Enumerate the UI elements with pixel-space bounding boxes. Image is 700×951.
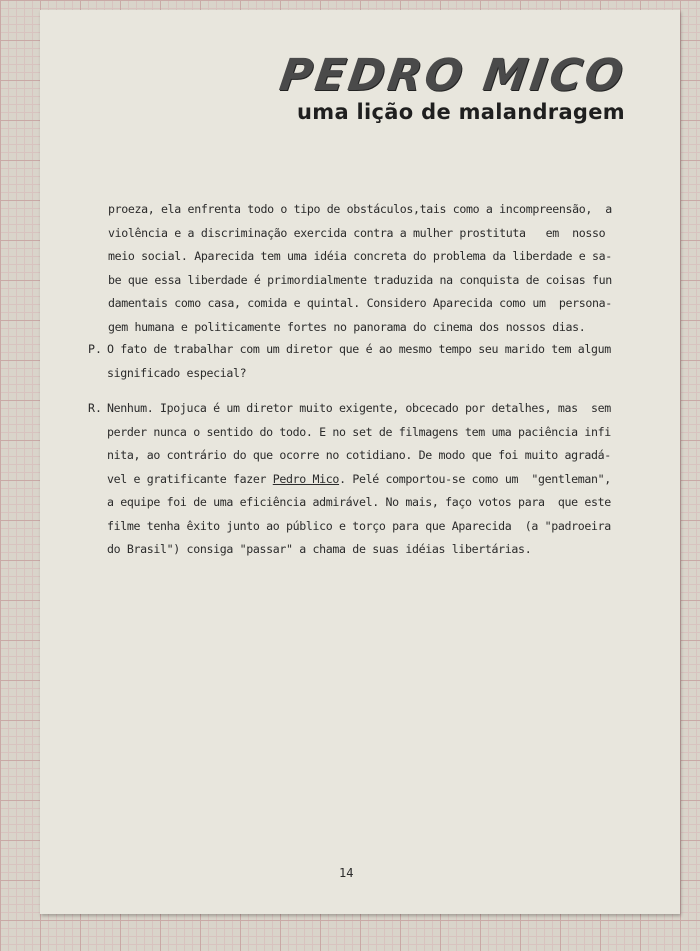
answer-line: Nenhum. Ipojuca é um diretor muito exigente, obcecado por detalhes, mas sem (107, 401, 611, 415)
intro-line: gem humana e politicamente fortes no panorama do cinema dos nossos dias. (108, 319, 586, 334)
answer-line: a equipe foi de uma eficiência admirável. No mais, faço votos para que este (107, 495, 611, 509)
film-title-underlined: Pedro Mico (272, 471, 340, 486)
intro-line: violência e a discriminação exercida contra a mulher prostituta em nosso (108, 225, 606, 240)
intro-line: proeza, ela enfrenta todo o tipo de obstáculos,tais como a incompreensão, a (108, 202, 612, 216)
intro-line: meio social. Aparecida tem uma idéia concreta do problema da liberdade e sa- (108, 249, 612, 263)
intro-line: be que essa liberdade é primordialmente traduzida na conquista de coisas fun (108, 272, 612, 287)
intro-paragraph (108, 198, 612, 339)
question-paragraph (107, 338, 611, 385)
answer-line: nita, ao contrário do que ocorre no cotidiano. De modo que foi muito agradá- (107, 448, 611, 462)
page-number: 14 (339, 866, 354, 880)
answer-line: do Brasil") consiga "passar" a chama de suas idéias libertárias. (107, 542, 532, 556)
answer-line: filme tenha êxito junto ao público e torço para que Aparecida (a "padroeira (107, 518, 611, 533)
intro-line: damentais como casa, comida e quintal. Considero Aparecida como um persona- (108, 296, 612, 310)
header-title: PEDRO MICO (276, 50, 629, 101)
header-subtitle: uma lição de malandragem (297, 100, 625, 124)
answer-line: . Pelé comportou-se como um "gentleman", (339, 471, 611, 486)
question-line: O fato de trabalhar com um diretor que é ao mesmo tempo seu marido tem algum (107, 342, 611, 356)
header-logo (276, 50, 629, 124)
answer-marker: R. (88, 401, 102, 415)
answer-paragraph (107, 397, 611, 562)
answer-line: vel e gratificante fazer (107, 471, 273, 486)
question-line: significado especial? (107, 365, 247, 380)
question-marker: P. (88, 342, 102, 356)
answer-line: perder nunca o sentido do todo. E no set de filmagens tem uma paciência infi (107, 424, 611, 439)
